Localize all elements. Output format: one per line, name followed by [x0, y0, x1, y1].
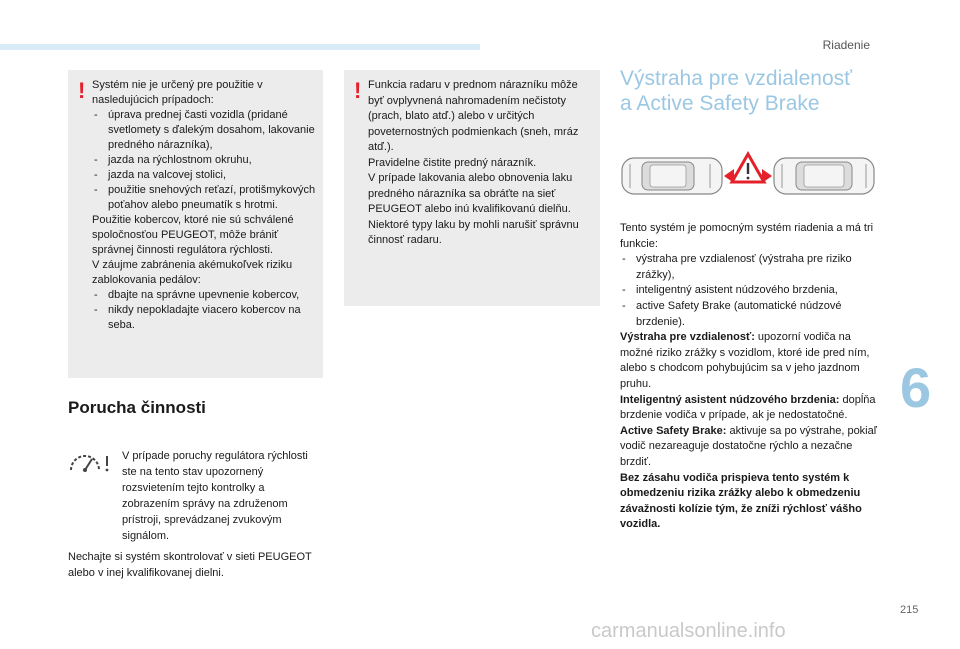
note-left-intro: Systém nie je určený pre použitie v nasledujúcich prípadoch: — [92, 79, 263, 106]
malfunction-paragraph: V prípade poruchy regulátora rýchlosti ste na tento stav upozornený rozsvietením tejto kontrolky a zobrazením správy na združenom prístroji, sprevádzanej zvukovým signálom. — [122, 450, 308, 542]
warning-triangle-icon — [732, 154, 764, 182]
right-para2-text: dopĺňa brzdenie vodiča v prípade, ak je nedostatočné. — [620, 393, 876, 422]
header-accent-bar — [0, 44, 480, 50]
note-left-para1: Použitie kobercov, ktoré nie sú schválené spoločnosťou PEUGEOT, môže brániť správnej činnosti regulátora rýchlosti. — [92, 214, 294, 256]
right-para1-label: Výstraha pre vzdialenosť: — [620, 331, 755, 344]
right-para1-text: upozorní vodiča na možné riziko zrážky s vozidlom, ktoré ide pred ním, alebo s chodcom pohybujúcim sa v jeho jazdnom pruhu. — [620, 331, 870, 390]
note-left-text — [92, 78, 320, 333]
malfunction-text — [122, 448, 318, 544]
right-para1 — [620, 330, 878, 392]
right-para4: Bez zásahu vodiča prispieva tento systém k obmedzeniu rizika zrážky alebo k obmedzeniu závažnosti kolízie tým, že zníži rýchlosť vášho vozidla. — [620, 471, 862, 531]
speedometer-warning-icon — [68, 448, 112, 474]
distance-alert-heading — [620, 66, 852, 116]
malfunction-after-text — [68, 549, 323, 581]
note-middle-text3: V prípade lakovania alebo obnovenia laku predného nárazníka sa obráťte na sieť PEUGEOT alebo inú kvalifikovanú dielňu. Niektoré typy laku by mohli narušiť správnu činnosť radaru. — [368, 172, 579, 246]
exclamation-icon: ! — [78, 78, 86, 103]
note-middle-text — [368, 78, 596, 249]
right-para3-text: aktivuje sa po výstrahe, pokiaľ vodič nezareaguje dostatočne rýchlo a nezačne brzdiť. — [620, 424, 877, 468]
list-item: - použitie snehových reťazí, protišmykových poťahov alebo pneumatík s hrotmi. — [92, 183, 320, 213]
note-left-list — [92, 108, 320, 213]
right-para3-label: Active Safety Brake: — [620, 424, 727, 437]
distance-alert-text — [620, 221, 878, 533]
note-middle-text1: Funkcia radaru v prednom nárazníku môže byť ovplyvnená nahromadením nečistoty (prach, blato atď.) alebo v určitých poveternostných podmienkach (sneh, mráz atď.). — [368, 79, 579, 153]
exclamation-icon: ! — [354, 78, 362, 103]
chapter-number: 6 — [900, 356, 932, 419]
note-box-middle — [344, 70, 600, 306]
right-para2-label: Inteligentný asistent núdzového brzdenia: — [620, 393, 840, 406]
note-left-para2: V záujme zabránenia akémukoľvek riziku zablokovania pedálov: — [92, 259, 293, 286]
list-item: - výstraha pre vzdialenosť (výstraha pre riziko zrážky), — [620, 252, 878, 283]
right-list — [620, 252, 878, 330]
note-middle-text2: Pravidelne čistite predný nárazník. — [368, 156, 537, 169]
list-item: - jazda na rýchlostnom okruhu, — [92, 153, 320, 168]
list-item: - nikdy nepokladajte viacero kobercov na seba. — [92, 303, 320, 333]
car-rear-icon — [622, 158, 722, 194]
list-item: - active Safety Brake (automatické núdzové brzdenie). — [620, 299, 878, 330]
right-para2 — [620, 393, 878, 424]
list-item: - jazda na valcovej stolici, — [92, 168, 320, 183]
list-item: - úprava prednej časti vozidla (pridané svetlomety s ďalekým dosahom, lakovanie predného nárazníka), — [92, 108, 320, 153]
list-item: - dbajte na správne upevnenie kobercov, — [92, 288, 320, 303]
malfunction-after-paragraph: Nechajte si systém skontrolovať v sieti PEUGEOT alebo v inej kvalifikovanej dielni. — [68, 551, 312, 579]
right-para3 — [620, 424, 878, 471]
malfunction-heading: Porucha činnosti — [68, 398, 206, 417]
watermark: carmanualsonline.info — [591, 620, 786, 642]
note-box-left — [68, 70, 323, 378]
section-title: Riadenie — [822, 38, 870, 52]
page-number: 215 — [900, 604, 919, 616]
car-front-icon — [774, 158, 874, 194]
list-item: - inteligentný asistent núdzového brzdenia, — [620, 283, 878, 299]
heading-line-2: a Active Safety Brake — [620, 92, 820, 115]
collision-illustration — [620, 150, 876, 202]
right-intro: Tento systém je pomocným systém riadenia a má tri funkcie: — [620, 222, 874, 250]
heading-line-1: Výstraha pre vzdialenosť — [620, 67, 852, 90]
note-left-list2 — [92, 288, 320, 333]
